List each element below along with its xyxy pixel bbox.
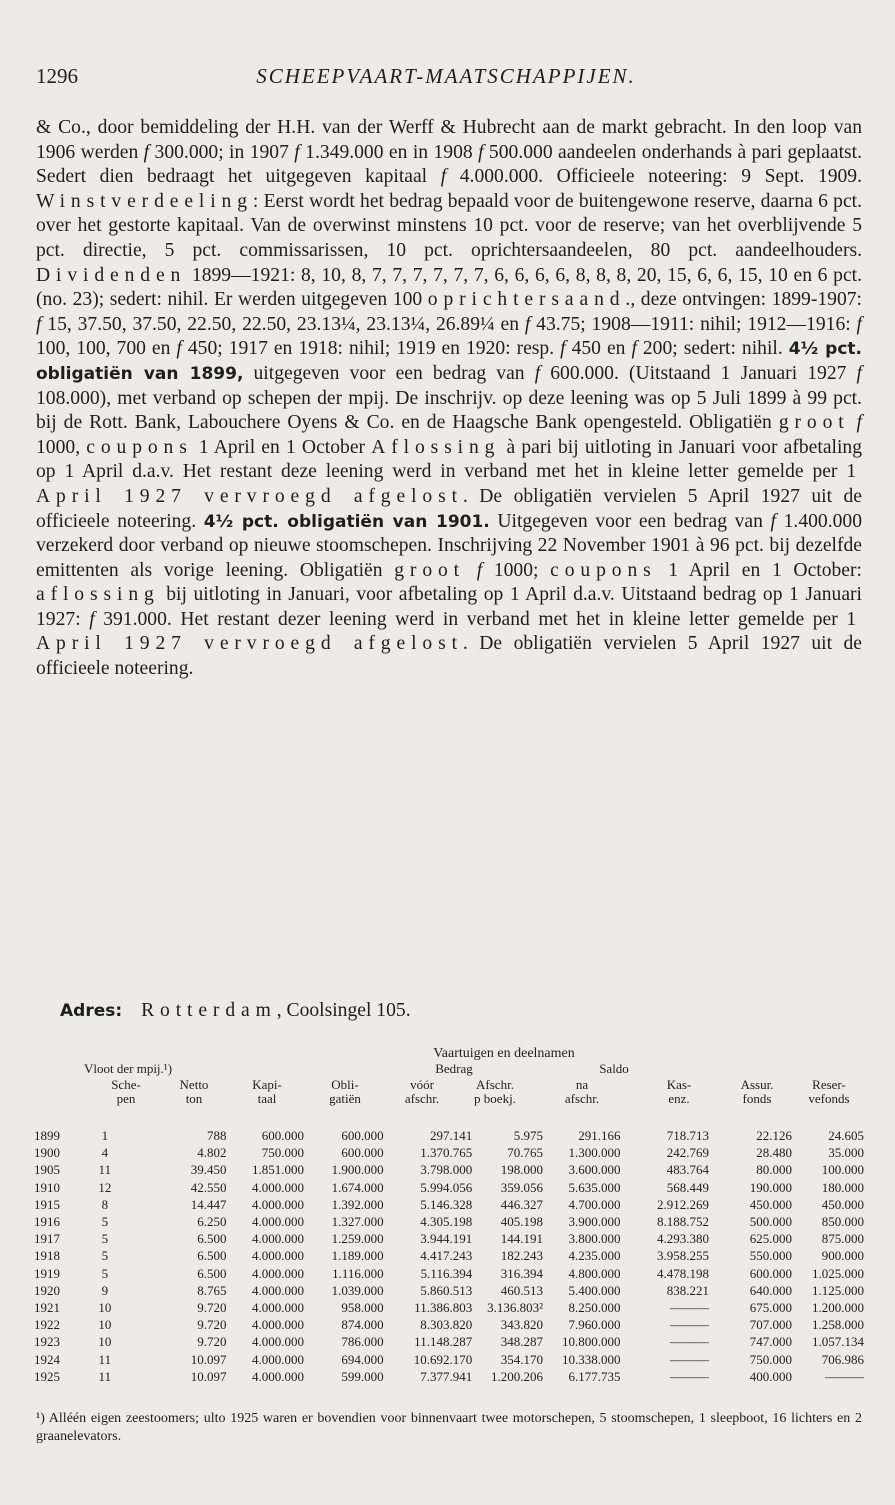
table-cell: 2.912.269: [657, 1196, 709, 1212]
table-cell: 28.480: [756, 1145, 792, 1161]
table-cell: 1919: [34, 1265, 60, 1281]
table-row: [34, 1127, 864, 1144]
table-cell: 600.000: [341, 1145, 384, 1161]
table-cell: 1.851.000: [252, 1162, 304, 1178]
table-cell: 675.000: [749, 1300, 792, 1316]
table-row: [34, 1282, 864, 1299]
table-cell: 1.370.765: [420, 1145, 473, 1161]
table-cell: 4.000.000: [252, 1196, 304, 1212]
table-cell: 5.994.056: [420, 1179, 473, 1195]
table-cell: 291.166: [578, 1128, 621, 1143]
col-header-netto: Netto ton: [179, 1077, 209, 1106]
table-cell: 8.765: [197, 1282, 227, 1298]
table-cell: 1920: [34, 1282, 60, 1298]
table-cell: 11: [98, 1351, 112, 1367]
table-cell: 786.000: [341, 1334, 384, 1350]
footnote-text: Alléén eigen zeestoomers; ulto 1925 waren er bovendien voor binnenvaart twee motorschepen, 5 stoomschepen, 1 sleepboot, 16 lichters en 2 graanelevators.: [36, 1411, 862, 1444]
table-cell: 8: [101, 1196, 109, 1212]
table-cell: 958.000: [341, 1300, 384, 1316]
table-row: [34, 1179, 864, 1196]
table-cell: 8.188.752: [657, 1214, 709, 1230]
table-row: [34, 1144, 864, 1161]
table-cell: 405.198: [500, 1214, 544, 1230]
address-city: Rotterdam: [141, 1000, 277, 1021]
table-cell: 3.136.803²: [487, 1300, 544, 1316]
table-cell: 4.000.000: [252, 1351, 304, 1367]
table-cell: 4.478.198: [657, 1265, 709, 1281]
table-cell: 706.986: [821, 1351, 864, 1367]
table-cell: 5.146.328: [420, 1196, 473, 1212]
table-cell: 8.303.820: [420, 1317, 473, 1333]
table-cell: 1.189.000: [331, 1248, 384, 1264]
table-cell: 625.000: [749, 1231, 792, 1247]
table-row: [34, 1316, 864, 1333]
table-cell: 198.000: [500, 1162, 544, 1178]
table-cell: 11: [98, 1368, 112, 1384]
table-cell: 3.958.255: [657, 1248, 709, 1264]
table-cell: 1.300.000: [568, 1145, 621, 1161]
table-cell: 144.191: [500, 1231, 544, 1247]
table-cell: 1900: [34, 1145, 60, 1161]
table-cell: 5.975: [513, 1128, 544, 1143]
table-cell: 4.000.000: [252, 1179, 304, 1195]
table-cell: 1.057.134: [812, 1334, 864, 1350]
table-cell: 348.287: [500, 1334, 544, 1350]
table-cell: 6.500: [197, 1231, 227, 1247]
table-cell: 316.394: [500, 1265, 544, 1281]
body-text: [36, 116, 862, 682]
table-cell: 39.450: [190, 1162, 227, 1178]
table-cell: 4.000.000: [252, 1368, 304, 1384]
table-cell: 788: [207, 1128, 227, 1143]
table-cell: 1.039.000: [331, 1282, 384, 1298]
table-cell: 4.417.243: [420, 1248, 473, 1264]
table-cell: 1: [101, 1128, 109, 1143]
table-cell: 35.000: [828, 1145, 864, 1161]
table-cell: 1.900.000: [331, 1162, 384, 1178]
table-cell: 4.000.000: [252, 1214, 304, 1230]
table-cell: 1917: [34, 1231, 60, 1247]
table-cell: 190.000: [749, 1179, 792, 1195]
table-cell: 1915: [34, 1196, 60, 1212]
table-cell: 10.692.170: [413, 1351, 473, 1367]
table-row: [34, 1351, 864, 1368]
main-paragraph: & Co., door bemiddeling der H.H. van der Werff & Hubrecht aan de markt gebracht. In den loop van 1906 werden f 300.000; in 1907 f 1.349.000 en in 1908 f 500.000 aandeelen onderhands à pari geplaatst. Sedert dien bedraagt het uitgegeven kapitaal f 4.000.000. Officieele noteering: 9 Sept. 1909. Winstverdeeling: Eerst wordt het bedrag bepaald voor de buitengewone reserve, daarna 6 pct. over het gestorte kapitaal. Van de overwinst minstens 10 pct. voor de reserve; van het overblijvende 5 pct. directie, 5 pct. commissarissen, 10 pct. oprichtersaandeelen, 80 pct. aandeelhouders. Dividenden 1899—1921: 8, 10, 8, 7, 7, 7, 7, 7, 7, 6, 6, 6, 6, 8, 8, 8, 20, 15, 6, 6, 15, 10 en 6 pct. (no. 23); sedert: nihil. Er werden uitgegeven 100 oprichtersaand., deze ontvingen: 1899-1907: f 15, 37.50, 37.50, 22.50, 22.50, 23.13¼, 23.13¼, 26.89¼ en f 43.75; 1908—1911: nihil; 1912—1916: f 100, 100, 700 en f 450; 1917 en 1918: nihil; 1919 en 1920: resp. f 450 en f 200; sedert: nihil. 4½ pct. obligatiën van 1899, uitgegeven voor een bedrag van f 600.000. (Uitstaand 1 Januari 1927 f 108.000), met verband op schepen der mpij. De inschrijv. op deze leening was op 5 Juli 1899 à 99 pct. bij de Rott. Bank, Labouchere Oyens & Co. en de Haagsche Bank opengesteld. Obligatiën groot f 1000, coupons 1 April en 1 October Aflossing à pari bij uitloting in Januari voor afbetaling op 1 April d.a.v. Het restant deze leening werd in verband met het in kleine letter gemelde per 1 April 1927 vervroegd afgelost. De obligatiën vervielen 5 April 1927 uit de officieele noteering. 4½ pct. obligatiën van 1901. Uitgegeven voor een bedrag van f 1.400.000 verzekerd door verband op nieuwe stoomschepen. Inschrijving 22 November 1901 à 96 pct. bij dezelfde emittenten als vorige leening. Obligatiën groot f 1000; coupons 1 April en 1 October: aflossing bij uitloting in Januari, voor afbetaling op 1 April d.a.v. Uitstaand bedrag op 1 Januari 1927: f 391.000. Het restant dezer leening werd in verband met het in kleine letter gemelde per 1 April 1927 vervroegd afgelost. De obligatiën vervielen 5 April 1927 uit de officieele noteering.: [36, 117, 863, 680]
table-cell: 242.769: [666, 1145, 709, 1161]
col-header-obligatien: Obli- gatiën: [329, 1077, 361, 1106]
col-header-afschr: Afschr. p boekj.: [474, 1077, 516, 1106]
table-cell: ———: [670, 1368, 709, 1384]
table-cell: 718.713: [666, 1128, 709, 1143]
table-cell: 5.860.513: [420, 1282, 473, 1298]
table-cell: 874.000: [341, 1317, 384, 1333]
table-cell: 6.500: [197, 1248, 227, 1264]
table-cell: 359.056: [500, 1179, 544, 1195]
table-cell: 900.000: [821, 1248, 864, 1264]
table-cell: 354.170: [500, 1351, 544, 1367]
table-cell: ———: [670, 1317, 709, 1333]
table-cell: ———: [825, 1368, 864, 1384]
table-cell: 9.720: [197, 1300, 227, 1316]
table-cell: 568.449: [666, 1179, 709, 1195]
table-cell: 500.000: [749, 1214, 792, 1230]
table-cell: 4.293.380: [657, 1231, 709, 1247]
table-cell: 1.392.000: [331, 1196, 384, 1212]
table-header-vloot: Vloot der mpij.¹): [84, 1061, 173, 1076]
table-cell: 8.250.000: [568, 1300, 621, 1316]
table-row: [34, 1161, 864, 1178]
table-cell: 100.000: [821, 1162, 864, 1178]
table-cell: 460.513: [500, 1282, 544, 1298]
table-cell: ———: [670, 1300, 709, 1316]
fleet-data-table: [34, 1127, 864, 1385]
table-row: [34, 1299, 864, 1316]
table-cell: 1910: [34, 1179, 60, 1195]
table-cell: 180.000: [821, 1179, 864, 1195]
table-cell: 550.000: [749, 1248, 792, 1264]
table-cell: 1.025.000: [812, 1265, 864, 1281]
footnote-marker: ¹): [36, 1411, 45, 1426]
page-number: 1296: [36, 64, 78, 88]
table-row: [34, 1247, 864, 1264]
table-cell: 1924: [34, 1351, 60, 1367]
table-cell: 24.605: [828, 1128, 864, 1143]
section-winstverdeeling: Winstverdeeling: [36, 190, 253, 212]
section-loan-1901: 4½ pct. obligatiën van 1901.: [203, 511, 490, 532]
table-cell: 6.177.735: [568, 1368, 621, 1384]
table-cell: 694.000: [341, 1351, 384, 1367]
table-cell: 4.000.000: [252, 1300, 304, 1316]
table-cell: 5: [101, 1265, 109, 1281]
table-cell: 600.000: [749, 1265, 792, 1281]
table-cell: 600.000: [341, 1128, 384, 1143]
table-cell: 1.674.000: [331, 1179, 384, 1195]
table-cell: 7.960.000: [568, 1317, 621, 1333]
table-cell: 400.000: [749, 1368, 792, 1384]
table-cell: 4.000.000: [252, 1282, 304, 1298]
address-street: , Coolsingel 105.: [276, 1000, 411, 1021]
table-cell: 9: [101, 1282, 109, 1298]
table-header-saldo: Saldo: [599, 1061, 629, 1076]
table-cell: 483.764: [666, 1162, 709, 1178]
col-header-voor-afschr: vóór afschr.: [404, 1077, 440, 1106]
table-cell: 4.000.000: [252, 1334, 304, 1350]
table-cell: 3.800.000: [568, 1231, 621, 1247]
table-cell: 4.000.000: [252, 1265, 304, 1281]
table-cell: 5: [101, 1214, 109, 1230]
table-cell: 5: [101, 1248, 109, 1264]
table-cell: 12: [98, 1179, 112, 1195]
table-cell: 599.000: [341, 1368, 384, 1384]
table-cell: 600.000: [261, 1128, 304, 1143]
table-cell: 707.000: [749, 1317, 792, 1333]
table-header-bedrag: Bedrag: [435, 1061, 473, 1076]
table-cell: 3.900.000: [568, 1214, 621, 1230]
table-cell: 850.000: [821, 1214, 864, 1230]
table-cell: 4.000.000: [252, 1231, 304, 1247]
table-cell: 450.000: [749, 1196, 792, 1212]
table-cell: 10.097: [190, 1351, 227, 1367]
table-cell: 80.000: [756, 1162, 792, 1178]
table-cell: 1918: [34, 1248, 60, 1264]
table-cell: 1905: [34, 1162, 60, 1178]
table-cell: ———: [670, 1334, 709, 1350]
table-cell: 3.944.191: [420, 1231, 473, 1247]
table-cell: 1.200.000: [812, 1300, 864, 1316]
table-cell: 297.141: [429, 1128, 473, 1143]
table-cell: 1.125.000: [812, 1282, 864, 1298]
table-cell: 1.200.206: [491, 1368, 544, 1384]
col-header-kas: Kas- enz.: [666, 1077, 692, 1106]
col-header-schepen: Sche- pen: [111, 1077, 141, 1106]
table-cell: 4.700.000: [568, 1196, 621, 1212]
table-cell: 1925: [34, 1368, 60, 1384]
table-cell: 22.126: [756, 1128, 792, 1143]
table-cell: 446.327: [500, 1196, 544, 1212]
table-row: [34, 1230, 864, 1247]
table-row: [34, 1333, 864, 1350]
section-loan-1899: 4½ pct. obligatiën van 1899,: [36, 339, 862, 384]
table-cell: 4.802: [197, 1145, 227, 1161]
footnote: [36, 1410, 862, 1446]
table-cell: 875.000: [821, 1231, 864, 1247]
address-line: [60, 1000, 411, 1022]
table-cell: 10: [98, 1334, 112, 1350]
table-cell: 4.800.000: [568, 1265, 621, 1281]
table-cell: 5: [101, 1231, 109, 1247]
table-cell: 1899: [34, 1128, 60, 1143]
table-cell: 1.258.000: [812, 1317, 864, 1333]
table-cell: 14.447: [190, 1196, 227, 1212]
table-row: [34, 1368, 864, 1385]
table-cell: 11: [98, 1162, 112, 1178]
table-cell: 182.243: [500, 1248, 544, 1264]
table-cell: 3.600.000: [568, 1162, 621, 1178]
table-cell: 1.327.000: [331, 1214, 384, 1230]
table-cell: 1921: [34, 1300, 60, 1316]
table-cell: 9.720: [197, 1317, 227, 1333]
col-header-assurantie: Assur. fonds: [740, 1077, 774, 1106]
table-cell: 9.720: [197, 1334, 227, 1350]
table-cell: 4.305.198: [420, 1214, 473, 1230]
table-cell: 10: [98, 1300, 112, 1316]
col-header-kapitaal: Kapi- taal: [252, 1077, 282, 1106]
table-cell: 70.765: [507, 1145, 544, 1161]
table-cell: 1.259.000: [331, 1231, 384, 1247]
table-cell: 450.000: [821, 1196, 864, 1212]
table-row: [34, 1213, 864, 1230]
table-cell: 747.000: [749, 1334, 792, 1350]
table-cell: 6.250: [197, 1214, 227, 1230]
table-cell: 750.000: [261, 1145, 304, 1161]
col-header-reserve: Reser- vefonds: [808, 1077, 850, 1106]
table-row: [34, 1196, 864, 1213]
table-cell: 10.097: [190, 1368, 227, 1384]
section-dividenden: Dividenden: [36, 264, 187, 286]
col-header-na-afschr: na afschr.: [564, 1077, 600, 1106]
table-cell: 10.338.000: [561, 1351, 621, 1367]
table-cell: 4: [101, 1145, 109, 1161]
table-cell: 1916: [34, 1214, 60, 1230]
table-cell: 7.377.941: [420, 1368, 473, 1384]
table-cell: 1922: [34, 1317, 60, 1333]
address-label: Adres:: [60, 1001, 123, 1021]
table-cell: 838.221: [666, 1282, 709, 1298]
table-cell: 750.000: [749, 1351, 792, 1367]
table-row: [34, 1265, 864, 1282]
table-cell: 11.148.287: [414, 1334, 473, 1350]
table-cell: 4.000.000: [252, 1248, 304, 1264]
table-cell: 640.000: [749, 1282, 792, 1298]
running-title: SCHEEPVAART-MAATSCHAPPIJEN.: [256, 64, 636, 88]
table-cell: 42.550: [190, 1179, 227, 1195]
table-cell: 5.116.394: [420, 1265, 473, 1281]
table-cell: 10: [98, 1317, 112, 1333]
table-cell: 6.500: [197, 1265, 227, 1281]
table-cell: 11.386.803: [414, 1300, 473, 1316]
page-header: [36, 64, 856, 90]
table-cell: 4.235.000: [568, 1248, 621, 1264]
table-cell: 1.116.000: [332, 1265, 384, 1281]
table-cell: 5.400.000: [568, 1282, 621, 1298]
table-cell: 3.798.000: [420, 1162, 473, 1178]
table-cell: 10.800.000: [561, 1334, 621, 1350]
table-group-header: Vaartuigen en deelnamen: [433, 1046, 575, 1061]
table-cell: 4.000.000: [252, 1317, 304, 1333]
table-cell: 5.635.000: [568, 1179, 621, 1195]
table-cell: 343.820: [500, 1317, 544, 1333]
table-cell: 1923: [34, 1334, 60, 1350]
table-cell: ———: [670, 1351, 709, 1367]
